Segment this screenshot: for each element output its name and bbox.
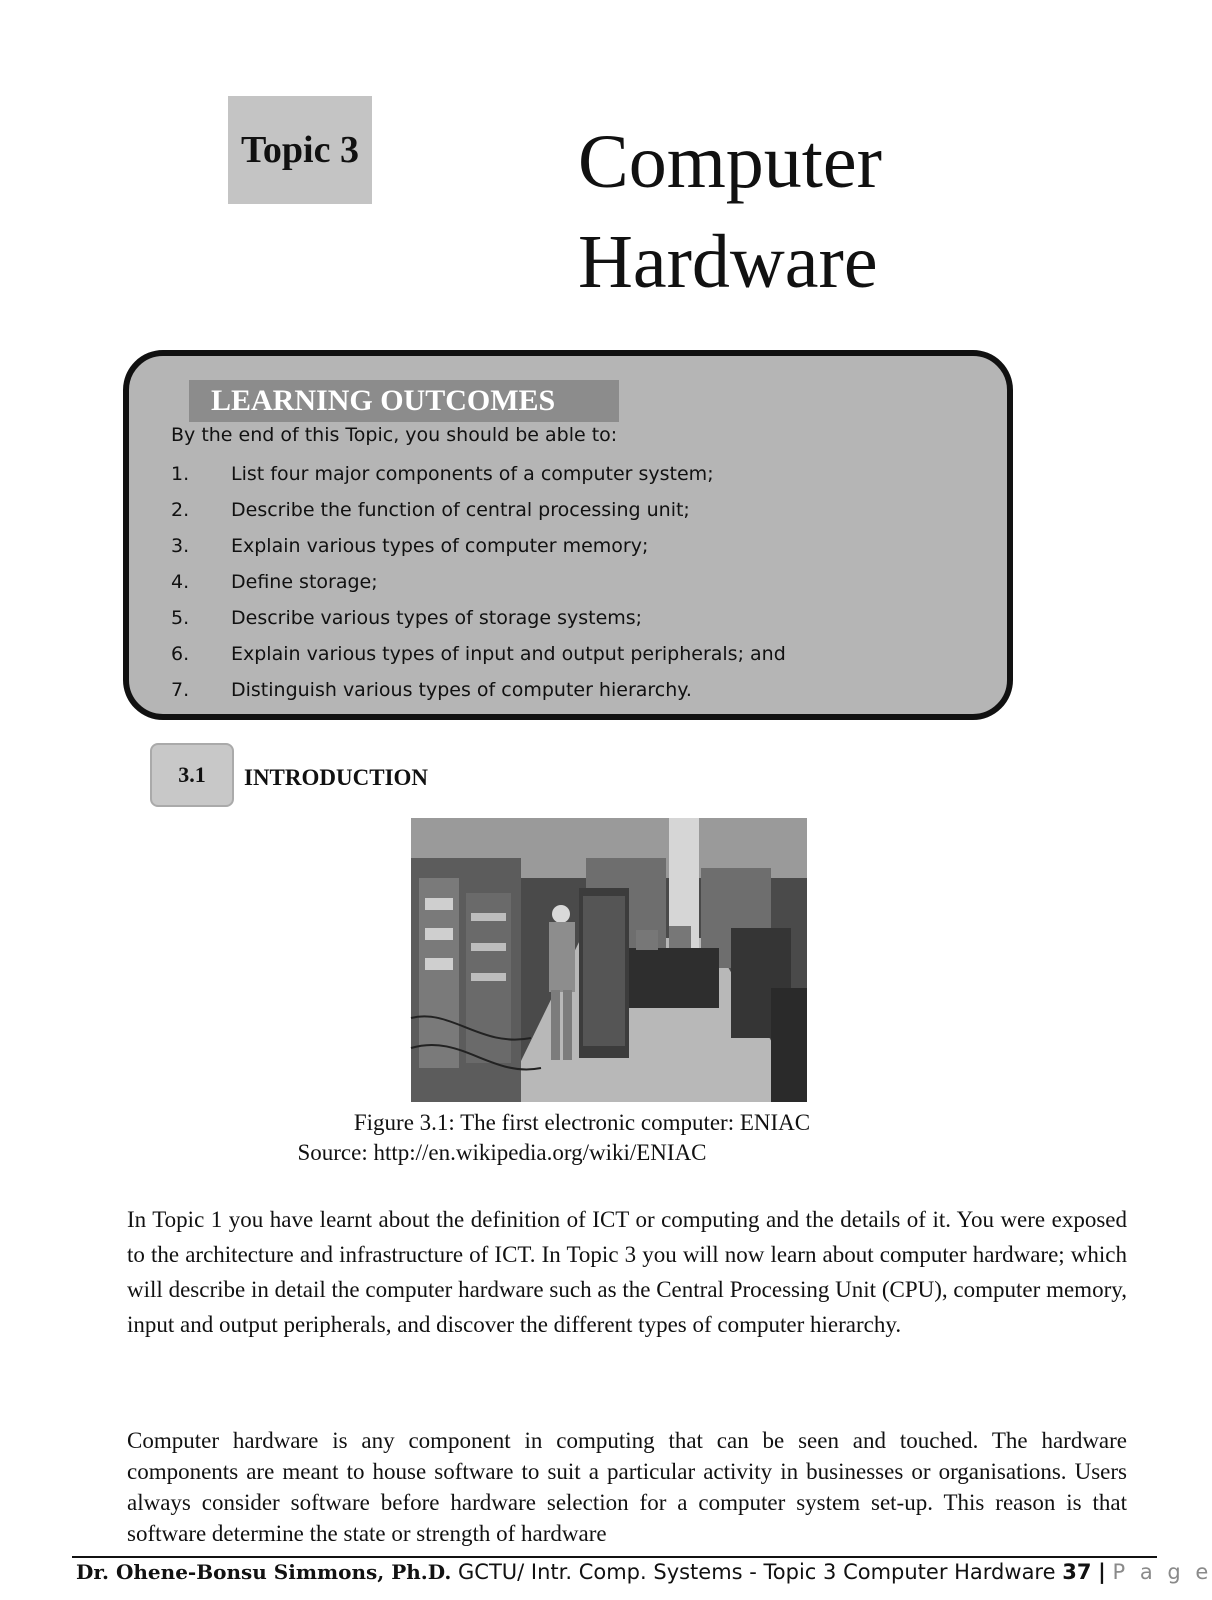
eniac-photo-illustration [411, 818, 807, 1102]
outcome-item [171, 492, 786, 528]
outcome-text: List four major components of a computer system; [231, 463, 714, 485]
outcome-number: 4. [171, 571, 190, 593]
footer-separator: | [1098, 1560, 1106, 1584]
learning-outcomes-heading: LEARNING OUTCOMES [189, 380, 619, 422]
outcome-number: 5. [171, 607, 190, 629]
footer-page-number: 37 [1062, 1560, 1092, 1584]
outcome-number: 1. [171, 463, 190, 485]
outcome-text: Explain various types of computer memory; [231, 535, 649, 557]
outcome-number: 2. [171, 499, 190, 521]
topic-label: Topic 3 [241, 129, 359, 171]
outcome-text: Define storage; [231, 571, 378, 593]
outcome-item [171, 528, 786, 564]
learning-outcomes-box [123, 350, 1013, 720]
chapter-title [578, 112, 882, 312]
outcome-item [171, 672, 786, 708]
outcome-item [171, 636, 786, 672]
page-footer [76, 1560, 1212, 1584]
outcome-number: 7. [171, 679, 190, 701]
footer-author: Dr. Ohene-Bonsu Simmons, Ph.D. [76, 1560, 452, 1584]
outcome-text: Describe various types of storage systems; [231, 607, 643, 629]
section-number: 3.1 [178, 762, 206, 787]
chapter-title-line2: Hardware [578, 220, 878, 304]
figure-source-text: Source: http://en.wikipedia.org/wiki/ENIAC [297, 1140, 707, 1165]
body-paragraph: Computer hardware is any component in computing that can be seen and touched. The hardware components are meant to house software to suit a particular activity in businesses or organisations. Users always consider software before hardware selection for a computer system set-up. This reason is that software determine the state or strength of hardware [127, 1428, 1127, 1546]
body-paragraph: In Topic 1 you have learnt about the definition of ICT or computing and the details of it. You were exposed to the architecture and infrastructure of ICT. In Topic 3 you will now learn about computer hardware; which will describe in detail the computer hardware such as the Central Processing Unit (CPU), computer memory, input and output peripherals, and discover the different types of computer hierarchy. [127, 1207, 1127, 1337]
outcome-number: 3. [171, 535, 190, 557]
figure-caption [0, 1110, 1200, 1136]
learning-outcomes-intro: By the end of this Topic, you should be able to: [171, 424, 618, 446]
outcome-number: 6. [171, 643, 190, 665]
figure-source [0, 1140, 1200, 1166]
eniac-photo [411, 818, 807, 1102]
learning-outcomes-list [171, 456, 786, 708]
outcome-item [171, 600, 786, 636]
outcome-item [171, 564, 786, 600]
footer-divider [72, 1556, 1157, 1558]
outcome-text: Explain various types of input and output peripherals; and [231, 643, 786, 665]
outcome-text: Distinguish various types of computer hierarchy. [231, 679, 692, 701]
outcome-text: Describe the function of central processing unit; [231, 499, 690, 521]
chapter-title-line1: Computer [578, 120, 882, 204]
outcome-item [171, 456, 786, 492]
section-title: INTRODUCTION [244, 765, 429, 790]
section-number-badge [150, 743, 234, 807]
topic-badge [228, 96, 372, 204]
figure-caption-text: Figure 3.1: The first electronic computer: ENIAC [353, 1110, 811, 1135]
footer-course: GCTU/ Intr. Comp. Systems - Topic 3 Computer Hardware [458, 1560, 1056, 1584]
footer-page-word: P a g e [1112, 1560, 1212, 1584]
